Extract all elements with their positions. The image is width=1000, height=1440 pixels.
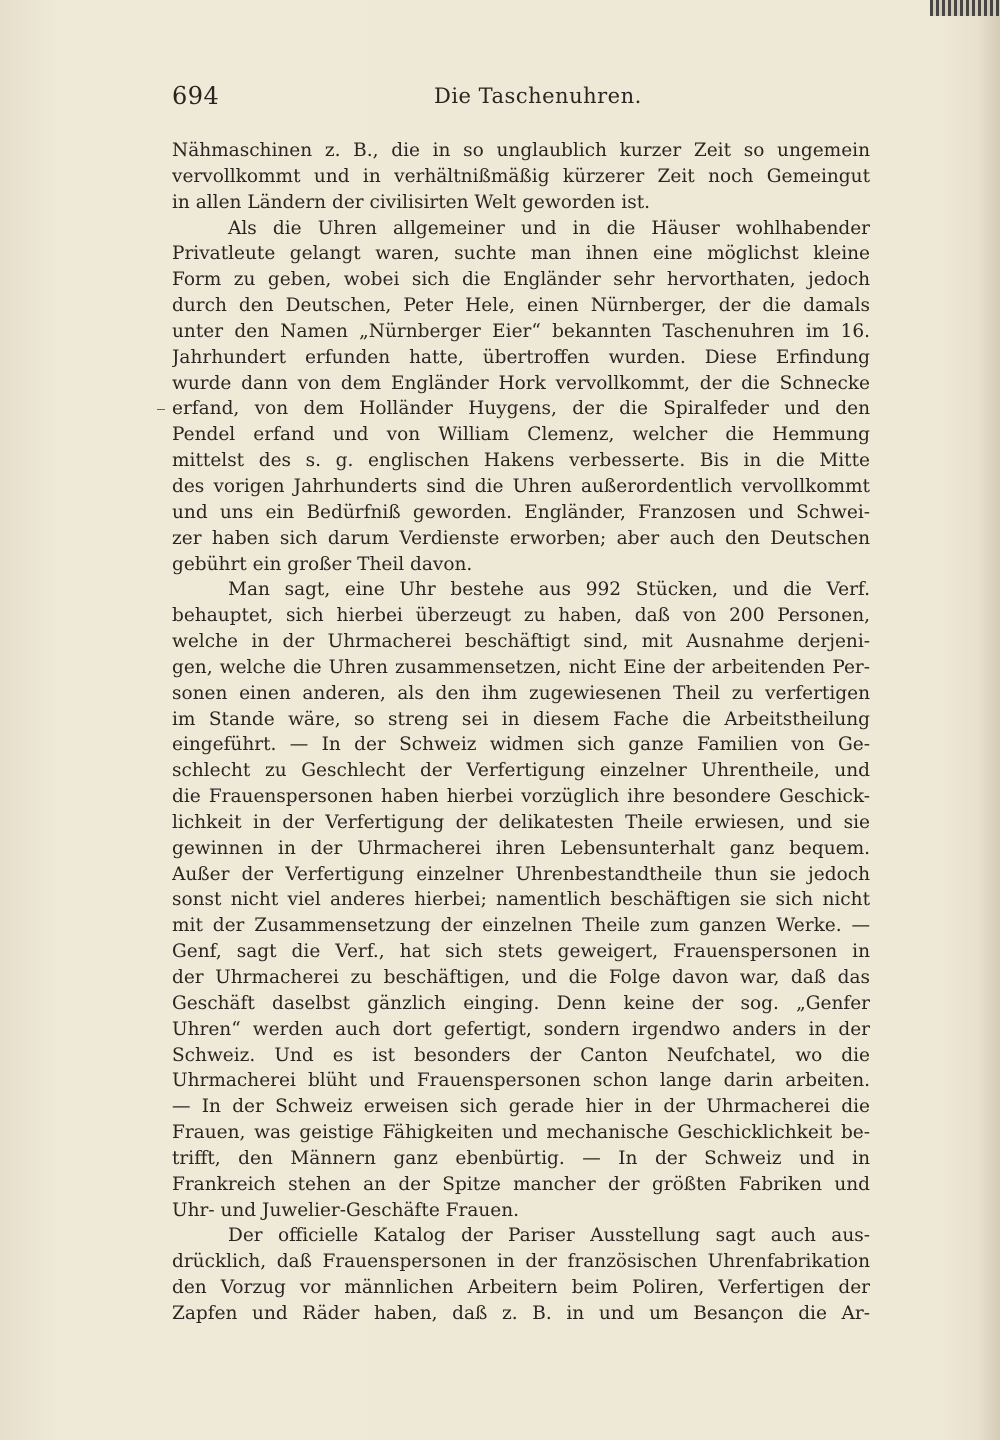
text-line: trifft, den Männern ganz ebenbürtig. — In der Schweiz und in: [172, 1147, 870, 1169]
scan-edge-mark: [930, 0, 1000, 16]
text-line: mittelst des s. g. englischen Hakens verbesserte. Bis in die Mitte: [172, 450, 870, 472]
text-line: des vorigen Jahrhunderts sind die Uhren außerordentlich vervollkommt: [172, 475, 870, 497]
text-line: unter den Namen „Nürnberger Eier“ bekannten Taschenuhren im 16.: [172, 320, 870, 342]
text-line: sonst nicht viel anderes hierbei; namentlich beschäftigen sie sich nicht: [172, 889, 870, 911]
margin-mark: [157, 409, 165, 410]
text-line: gewinnen in der Uhrmacherei ihren Lebensunterhalt ganz bequem.: [172, 837, 870, 859]
text-line: Nähmaschinen z. B., die in so unglaublich kurzer Zeit so ungemein: [172, 140, 870, 161]
text-line: in allen Ländern der civilisirten Welt geworden ist.: [172, 191, 651, 213]
text-line: zer haben sich darum Verdienste erworben; aber auch den Deutschen: [172, 527, 870, 549]
text-line: sonen einen anderen, als den ihm zugewiesenen Theil zu verfertigen: [172, 682, 870, 704]
text-line: und uns ein Bedürfniß geworden. Engländer, Franzosen und Schwei-: [172, 501, 870, 523]
body-text: [172, 138, 870, 1327]
text-line: durch den Deutschen, Peter Hele, einen Nürnberger, der die damals: [172, 295, 870, 317]
text-line: den Vorzug vor männlichen Arbeitern beim Poliren, Verfertigen der: [172, 1277, 870, 1299]
text-line: drücklich, daß Frauenspersonen in der französischen Uhrenfabrikation: [172, 1251, 870, 1273]
text-line: Man sagt, eine Uhr bestehe aus 992 Stücken, und die Verf.: [228, 579, 870, 601]
page-number: 694: [172, 82, 220, 110]
text-line: Pendel erfand und von William Clemenz, welcher die Hemmung: [172, 424, 870, 446]
text-line: Zapfen und Räder haben, daß z. B. in und um Besançon die Ar-: [172, 1302, 870, 1324]
text-line: gebührt ein großer Theil davon.: [172, 553, 473, 575]
text-line: schlecht zu Geschlecht der Verfertigung einzelner Uhrentheile, und: [172, 760, 870, 782]
text-line: Frankreich stehen an der Spitze mancher der größten Fabriken und: [172, 1173, 870, 1195]
text-line: Uhr- und Juwelier-Geschäfte Frauen.: [172, 1199, 520, 1221]
text-line: Uhren“ werden auch dort gefertigt, sondern irgendwo anders in der: [172, 1018, 870, 1040]
text-line: der Uhrmacherei zu beschäftigen, und die Folge davon war, daß das: [172, 967, 870, 988]
text-line: im Stande wäre, so streng sei in diesem Fache die Arbeitstheilung: [172, 708, 870, 730]
running-head: [172, 82, 872, 118]
text-line: gen, welche die Uhren zusammensetzen, nicht Eine der arbeitenden Per-: [172, 656, 870, 678]
text-line: die Frauenspersonen haben hierbei vorzüglich ihre besondere Geschick-: [172, 786, 870, 808]
text-line: — In der Schweiz erweisen sich gerade hier in der Uhrmacherei die: [172, 1096, 870, 1118]
page-edge-shadow: [978, 0, 1000, 1440]
text-line: Außer der Verfertigung einzelner Uhrenbestandtheile thun sie jedoch: [172, 863, 870, 885]
text-line: Als die Uhren allgemeiner und in die Häuser wohlhabender: [228, 217, 870, 239]
text-line: wurde dann von dem Engländer Hork vervollkommt, der die Schnecke: [172, 372, 870, 394]
text-line: Uhrmacherei blüht und Frauenspersonen schon lange darin arbeiten.: [172, 1070, 870, 1092]
text-line: behauptet, sich hierbei überzeugt zu haben, daß von 200 Personen,: [172, 605, 870, 627]
text-line: mit der Zusammensetzung der einzelnen Theile zum ganzen Werke. —: [172, 915, 870, 937]
running-title: Die Taschenuhren.: [434, 84, 642, 108]
text-line: Schweiz. Und es ist besonders der Canton Neufchatel, wo die: [172, 1044, 870, 1066]
text-line: Frauen, was geistige Fähigkeiten und mechanische Geschicklichkeit be-: [172, 1122, 870, 1144]
text-line: Jahrhundert erfunden hatte, übertroffen wurden. Diese Erfindung: [172, 346, 870, 368]
text-line: lichkeit in der Verfertigung der delikatesten Theile erwiesen, und sie: [172, 811, 870, 833]
text-line: Form zu geben, wobei sich die Engländer sehr hervorthaten, jedoch: [172, 269, 870, 291]
text-line: welche in der Uhrmacherei beschäftigt sind, mit Ausnahme derjeni-: [172, 631, 870, 653]
text-line: erfand, von dem Holländer Huygens, der die Spiralfeder und den: [172, 398, 870, 420]
text-line: vervollkommt und in verhältnißmäßig kürzerer Zeit noch Gemeingut: [172, 165, 870, 187]
text-line: eingeführt. — In der Schweiz widmen sich ganze Familien von Ge-: [172, 734, 870, 756]
text-line: Geschäft daselbst gänzlich einging. Denn keine der sog. „Genfer: [172, 992, 870, 1014]
text-line: Privatleute gelangt waren, suchte man ihnen eine möglichst kleine: [172, 243, 870, 265]
text-line: Der officielle Katalog der Pariser Ausstellung sagt auch aus-: [228, 1225, 870, 1247]
text-line: Genf, sagt die Verf., hat sich stets geweigert, Frauenspersonen in: [172, 941, 870, 963]
